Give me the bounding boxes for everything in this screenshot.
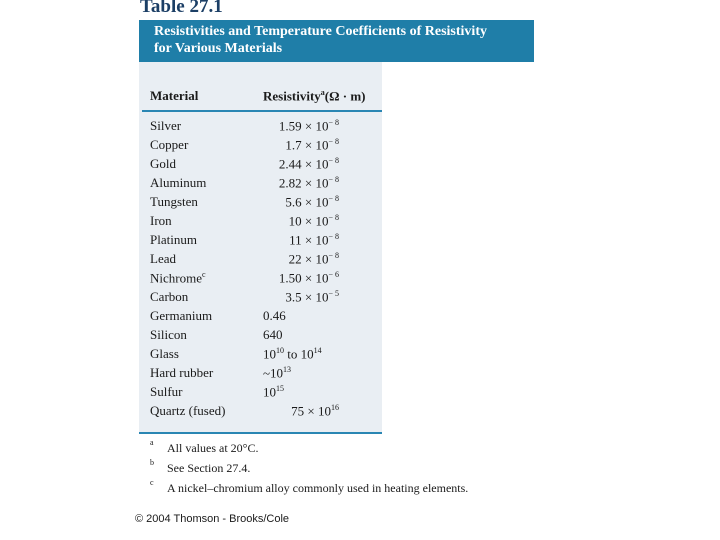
material-name: Hard rubber	[150, 365, 214, 380]
resistivity-exponent: 13	[283, 365, 292, 374]
material-cell	[150, 384, 183, 400]
material-cell	[150, 403, 225, 419]
material-name: Nichrome	[150, 270, 202, 286]
resistivity-exponent: − 8	[328, 156, 339, 165]
resistivity-exponent: 14	[313, 346, 322, 355]
material-name: Silicon	[150, 327, 187, 342]
material-name: Gold	[150, 156, 176, 171]
resistivity-mantissa: 11 × 10	[289, 232, 329, 248]
footnote-text: All values at 20°C.	[167, 441, 259, 455]
column-header-resistivity	[263, 88, 366, 104]
resistivity-mantissa: ~10	[263, 365, 284, 381]
table-row	[139, 403, 382, 422]
material-cell	[150, 327, 187, 343]
material-cell	[150, 289, 188, 305]
table-row	[139, 251, 382, 270]
material-cell	[150, 118, 181, 134]
material-cell	[150, 137, 188, 153]
table-row	[139, 175, 382, 194]
resistivity-exponent: 10	[276, 346, 284, 355]
table-title	[154, 23, 487, 57]
table-row	[139, 365, 382, 384]
table-title-line1: Resistivities and Temperature Coefficients of Resistivity	[154, 24, 487, 39]
resistivity-mantissa: 10	[263, 346, 276, 362]
resistivity-mantissa: 22 × 10	[288, 251, 329, 267]
footnote-mark: a	[150, 438, 154, 447]
footnote-mark-a: a	[320, 88, 325, 97]
resistivity-mantissa: 5.6 × 10	[285, 194, 329, 210]
resistivity-value: 640	[263, 327, 283, 342]
resistivity-cell	[263, 156, 339, 172]
footnote-text: See Section 27.4.	[167, 461, 251, 475]
material-cell	[150, 156, 176, 172]
resistivity-mantissa: 1.50 × 10	[278, 270, 329, 286]
resistivity-mantissa: to 10	[284, 346, 314, 362]
resistivity-mantissa: 75 × 10	[291, 403, 331, 419]
table-title-line2: for Various Materials	[154, 41, 283, 56]
resistivity-cell	[263, 270, 339, 286]
resistivity-exponent: − 6	[328, 270, 339, 279]
material-name: Quartz (fused)	[150, 403, 226, 418]
footnote-mark: b	[150, 458, 154, 467]
table-row	[139, 270, 382, 289]
resistivity-cell	[263, 403, 339, 419]
table-panel	[139, 62, 382, 434]
resistivity-exponent: − 8	[328, 118, 339, 127]
copyright-notice: © 2004 Thomson - Brooks/Cole	[135, 513, 290, 525]
table-row	[139, 384, 382, 403]
resistivity-cell	[263, 213, 339, 229]
column-header-resistivity-unit: (Ω · m)	[324, 88, 366, 104]
table-row	[139, 289, 382, 308]
resistivity-mantissa: 3.5 × 10	[285, 289, 329, 305]
material-name: Copper	[150, 137, 189, 152]
resistivity-cell	[263, 384, 339, 400]
resistivity-exponent: − 8	[328, 194, 339, 203]
resistivity-exponent: − 5	[328, 289, 339, 298]
resistivity-cell	[263, 118, 339, 134]
resistivity-cell	[263, 327, 339, 343]
resistivity-cell	[263, 137, 339, 153]
resistivity-exponent: 16	[331, 403, 339, 412]
footnote-text: A nickel–chromium alloy commonly used in heating elements.	[167, 481, 469, 495]
table-row	[139, 327, 382, 346]
material-name: Silver	[150, 118, 182, 133]
resistivity-exponent: − 8	[328, 251, 339, 260]
resistivity-mantissa: 2.82 × 10	[278, 175, 329, 191]
resistivity-cell	[263, 365, 339, 381]
resistivity-exponent: − 8	[328, 213, 339, 222]
material-name: Sulfur	[150, 384, 183, 399]
table-row	[139, 156, 382, 175]
material-name: Tungsten	[150, 194, 198, 209]
material-name: Glass	[150, 346, 179, 361]
material-name: Iron	[150, 213, 172, 228]
material-cell	[150, 308, 212, 324]
resistivity-value: 0.46	[263, 308, 286, 323]
material-cell	[150, 251, 176, 267]
table-title-band	[139, 20, 534, 62]
material-cell	[150, 365, 213, 381]
table-row	[139, 213, 382, 232]
material-cell	[150, 194, 198, 210]
resistivity-mantissa: 1.7 × 10	[285, 137, 329, 153]
table-number: Table 27.1	[140, 0, 223, 17]
resistivity-mantissa: 2.44 × 10	[278, 156, 329, 172]
footnote-mark-c: c	[201, 270, 206, 279]
material-name: Germanium	[150, 308, 213, 323]
table-row	[139, 308, 382, 327]
resistivity-cell	[263, 308, 339, 324]
resistivity-cell	[263, 251, 339, 267]
table-row	[139, 118, 382, 137]
material-name: Platinum	[150, 232, 197, 247]
resistivity-exponent: − 8	[328, 137, 339, 146]
table-row	[139, 232, 382, 251]
resistivity-cell	[263, 232, 339, 248]
table-row	[139, 137, 382, 156]
footnote-mark: c	[150, 478, 154, 487]
table-row	[139, 346, 382, 365]
material-cell	[150, 232, 197, 248]
resistivity-mantissa: 10	[263, 384, 276, 400]
resistivity-cell	[263, 289, 339, 305]
material-name: Carbon	[150, 289, 189, 304]
material-cell	[150, 213, 172, 229]
column-header-material: Material	[150, 88, 199, 103]
resistivity-cell	[263, 175, 339, 191]
header-rule	[142, 110, 382, 112]
material-name: Lead	[150, 251, 176, 266]
material-name: Aluminum	[150, 175, 207, 190]
resistivity-exponent: 15	[276, 384, 284, 393]
resistivity-mantissa: 10 × 10	[288, 213, 329, 229]
table-bottom-rule	[139, 432, 382, 434]
resistivity-mantissa: 1.59 × 10	[278, 118, 329, 134]
resistivity-cell	[263, 346, 339, 362]
material-cell	[150, 175, 206, 191]
column-header-resistivity-label: Resistivity	[263, 88, 321, 104]
resistivity-exponent: − 8	[328, 175, 339, 184]
material-cell	[150, 270, 206, 286]
table-row	[139, 194, 382, 213]
material-cell	[150, 346, 179, 362]
resistivity-exponent: − 8	[328, 232, 339, 241]
resistivity-cell	[263, 194, 339, 210]
